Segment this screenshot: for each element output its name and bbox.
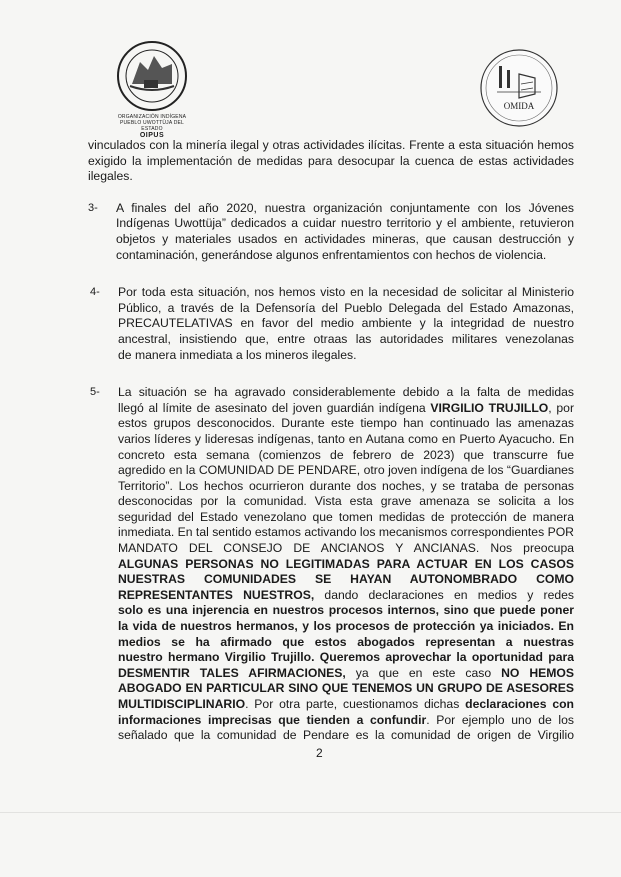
- text-line: la vida de nuestros hermanos, y los procesos de protección ya iniciados. En: [118, 619, 574, 634]
- text-line: señalado que la comunidad de Pendare es la comunidad de origen de Virgilio: [118, 728, 574, 743]
- text-line: varios líderes y lideresas indígenas, tanto en Autana como en Puerto Ayacucho. En: [118, 431, 574, 446]
- text-line: agredido en la COMUNIDAD DE PENDARE, otro joven indígena de los “Guardianes: [118, 463, 574, 478]
- text-line: seguridad del Estado venezolano que tomen medidas de protección de manera: [118, 509, 574, 524]
- text-line: inmediata. En tal sentido estamos activando los mecanismos correspondientes POR: [118, 525, 574, 540]
- text-line: A finales del año 2020, nuestra organización conjuntamente con los Jóvenes: [116, 200, 574, 215]
- text-line: objetos y materiales usados en actividades mineras, que causan destrucción y: [116, 231, 574, 246]
- text-line: estos grupos desconocidos. Durante este tiempo han continuado las amenazas: [118, 416, 574, 431]
- text-line: Público, a través de la Defensoría del Pueblo Delegada del Estado Amazonas,: [118, 300, 574, 315]
- omida-name: OMIDA: [503, 101, 535, 111]
- text-line: ALGUNAS PERSONAS NO LEGITIMADAS PARA ACTUAR EN LOS CASOS: [118, 556, 574, 571]
- text-line: desconocidas por la comunidad. Vista esta grave amenaza se solicita a los: [118, 494, 574, 509]
- text-line: exigido la implementación de medidas para desocupar la cuenca de estas actividades: [88, 153, 574, 168]
- text-line: de manera inmediata a los mineros ilegales.: [118, 347, 357, 362]
- omida-seal-icon: [479, 48, 559, 128]
- continued-paragraph: [88, 138, 574, 185]
- text-line: PRECAUTELATIVAS en favor del medio ambiente y la integridad de nuestro: [118, 316, 574, 331]
- text-line: Indígenas Uwottüja” dedicados a cuidar nuestro territorio y el ambiente, retuvieron: [116, 216, 574, 231]
- oipus-logo: [112, 40, 192, 139]
- list-number: 4-: [90, 286, 100, 299]
- list-item-3: [88, 200, 574, 263]
- list-item-5: [90, 385, 574, 744]
- text-line: REPRESENTANTES NUESTROS, dando declaraciones en medios y redes: [118, 587, 574, 602]
- text-line: NUESTRAS COMUNIDADES SE HAYAN AUTONOMBRADO COMO: [118, 572, 574, 587]
- text-line: DESMENTIR TALES AFIRMACIONES, ya que en este caso NO HEMOS: [118, 665, 574, 680]
- text-line: informaciones imprecisas que tienden a confundir. Por ejemplo uno de los: [118, 712, 574, 727]
- list-number: 3-: [88, 201, 98, 214]
- text-line: MANDATO DEL CONSEJO DE ANCIANOS Y ANCIANAS. Nos preocupa: [118, 541, 574, 556]
- list-item-4: [90, 285, 574, 363]
- text-line: ancestral, insistiendo que, entre otraas las autoridades militares venezolanas: [118, 331, 574, 346]
- text-line: nuestro hermano Virgilio Trujillo. Queremos aprovechar la oportunidad para: [118, 650, 574, 665]
- oipus-seal-icon: [116, 40, 188, 112]
- omida-logo: [479, 48, 559, 133]
- text-line: solo es una injerencia en nuestros procesos internos, sino que puede poner: [118, 603, 574, 618]
- page-divider: [0, 812, 621, 813]
- text-line: vinculados con la minería ilegal y otras actividades ilícitas. Frente a esta situación hemos: [88, 138, 574, 152]
- oipus-acronym: OIPUS: [139, 132, 165, 139]
- text-line: contaminación, generándose algunos enfrentamientos con hechos de violencia.: [116, 247, 547, 262]
- text-line: medios se ha afirmado que estos abogados representan a nuestras: [118, 634, 574, 649]
- text-line: llegó al límite de asesinato del joven guardián indígena VIRGILIO TRUJILLO, por: [118, 400, 574, 415]
- text-line: ilegales.: [88, 169, 133, 184]
- list-number: 5-: [90, 386, 100, 399]
- org-line-2: PUEBLO UWOTTÜJA DEL ESTADO: [119, 120, 185, 132]
- text-line: ABOGADO EN PARTICULAR SINO QUE TENEMOS UN GRUPO DE ASESORES: [118, 681, 574, 696]
- text-line: La situación se ha agravado considerablemente debido a la falta de medidas: [118, 385, 574, 400]
- text-line: concreto esta semana (comienzos de febrero de 2023) que transcurre fue: [118, 447, 574, 462]
- text-line: Territorio”. Los hechos ocurrieron durante dos noches, y se trataba de personas: [118, 478, 574, 493]
- text-line: Por toda esta situación, nos hemos visto en la necesidad de solicitar al Ministerio: [118, 285, 574, 300]
- org-line-1: ORGANIZACIÓN INDÍGENA: [117, 114, 187, 120]
- page-number: 2: [316, 746, 323, 760]
- text-line: MULTIDISCIPLINARIO. Por otra parte, cuestionamos dichas declaraciones con: [118, 697, 574, 711]
- document-body: [88, 138, 574, 744]
- oipus-org-name: [112, 114, 192, 132]
